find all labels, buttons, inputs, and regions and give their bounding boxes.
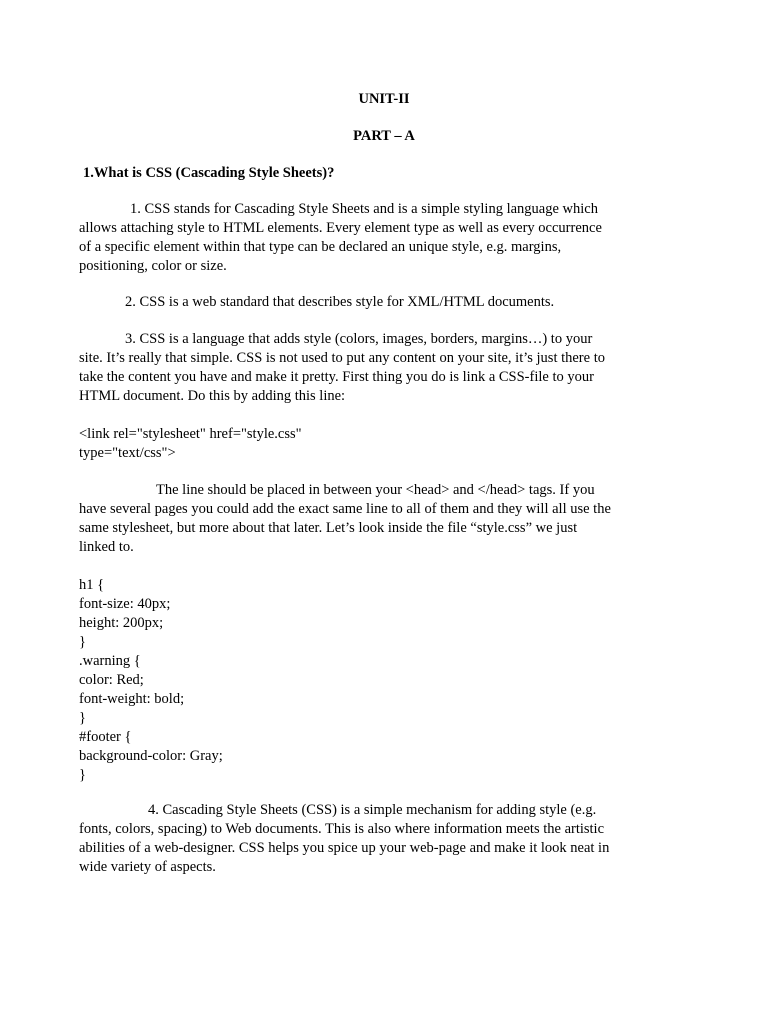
paragraph-line: 4. Cascading Style Sheets (CSS) is a simple mechanism for adding style (e.g. [148,802,597,818]
paragraph-line: 2. CSS is a web standard that describes style for XML/HTML documents. [125,294,555,310]
unit-heading: UNIT-II [358,91,410,107]
paragraph-line: wide variety of aspects. [79,859,216,875]
code-line: height: 200px; [79,615,164,631]
code-line: } [79,710,86,726]
code-line: #footer { [79,729,132,745]
paragraph-line: take the content you have and make it pretty. First thing you do is link a CSS-file to your [79,369,594,385]
code-line: color: Red; [79,672,144,688]
code-line: background-color: Gray; [79,748,223,764]
code-line: type="text/css"> [79,445,176,461]
css-code-block [79,576,691,785]
paragraph-line: same stylesheet, but more about that later. Let’s look inside the file “style.css” we just [79,520,578,536]
code-line: font-size: 40px; [79,596,171,612]
paragraph-line: site. It’s really that simple. CSS is not used to put any content on your site, it’s just there to [79,350,605,366]
code-line: } [79,634,86,650]
paragraph-line: linked to. [79,539,134,555]
paragraph-4 [79,481,691,557]
paragraph-line: abilities of a web-designer. CSS helps you spice up your web-page and make it look neat in [79,840,610,856]
code-line: <link rel="stylesheet" href="style.css" [79,426,302,442]
code-line: font-weight: bold; [79,691,185,707]
paragraph-1 [79,200,691,276]
paragraph-3 [79,330,691,406]
paragraph-line: of a specific element within that type can be declared an unique style, e.g. margins, [79,239,562,255]
code-line: h1 { [79,577,105,593]
paragraph-line: allows attaching style to HTML elements. Every element type as well as every occurrence [79,220,602,236]
paragraph-line: The line should be placed in between your <head> and </head> tags. If you [156,482,595,498]
paragraph-line: fonts, colors, spacing) to Web documents. This is also where information meets the artistic [79,821,605,837]
code-line: } [79,767,86,783]
paragraph-2 [79,293,691,312]
link-code-block [79,425,691,463]
paragraph-line: have several pages you could add the exact same line to all of them and they will all use the [79,501,611,517]
part-heading: PART – A [353,128,415,144]
paragraph-5 [79,801,691,877]
paragraph-line: HTML document. Do this by adding this line: [79,388,346,404]
paragraph-line: 3. CSS is a language that adds style (colors, images, borders, margins…) to your [125,331,593,347]
paragraph-line: 1. CSS stands for Cascading Style Sheets and is a simple styling language which [130,201,598,217]
code-line: .warning { [79,653,141,669]
paragraph-line: positioning, color or size. [79,258,227,274]
question-heading: 1.What is CSS (Cascading Style Sheets)? [83,165,335,181]
